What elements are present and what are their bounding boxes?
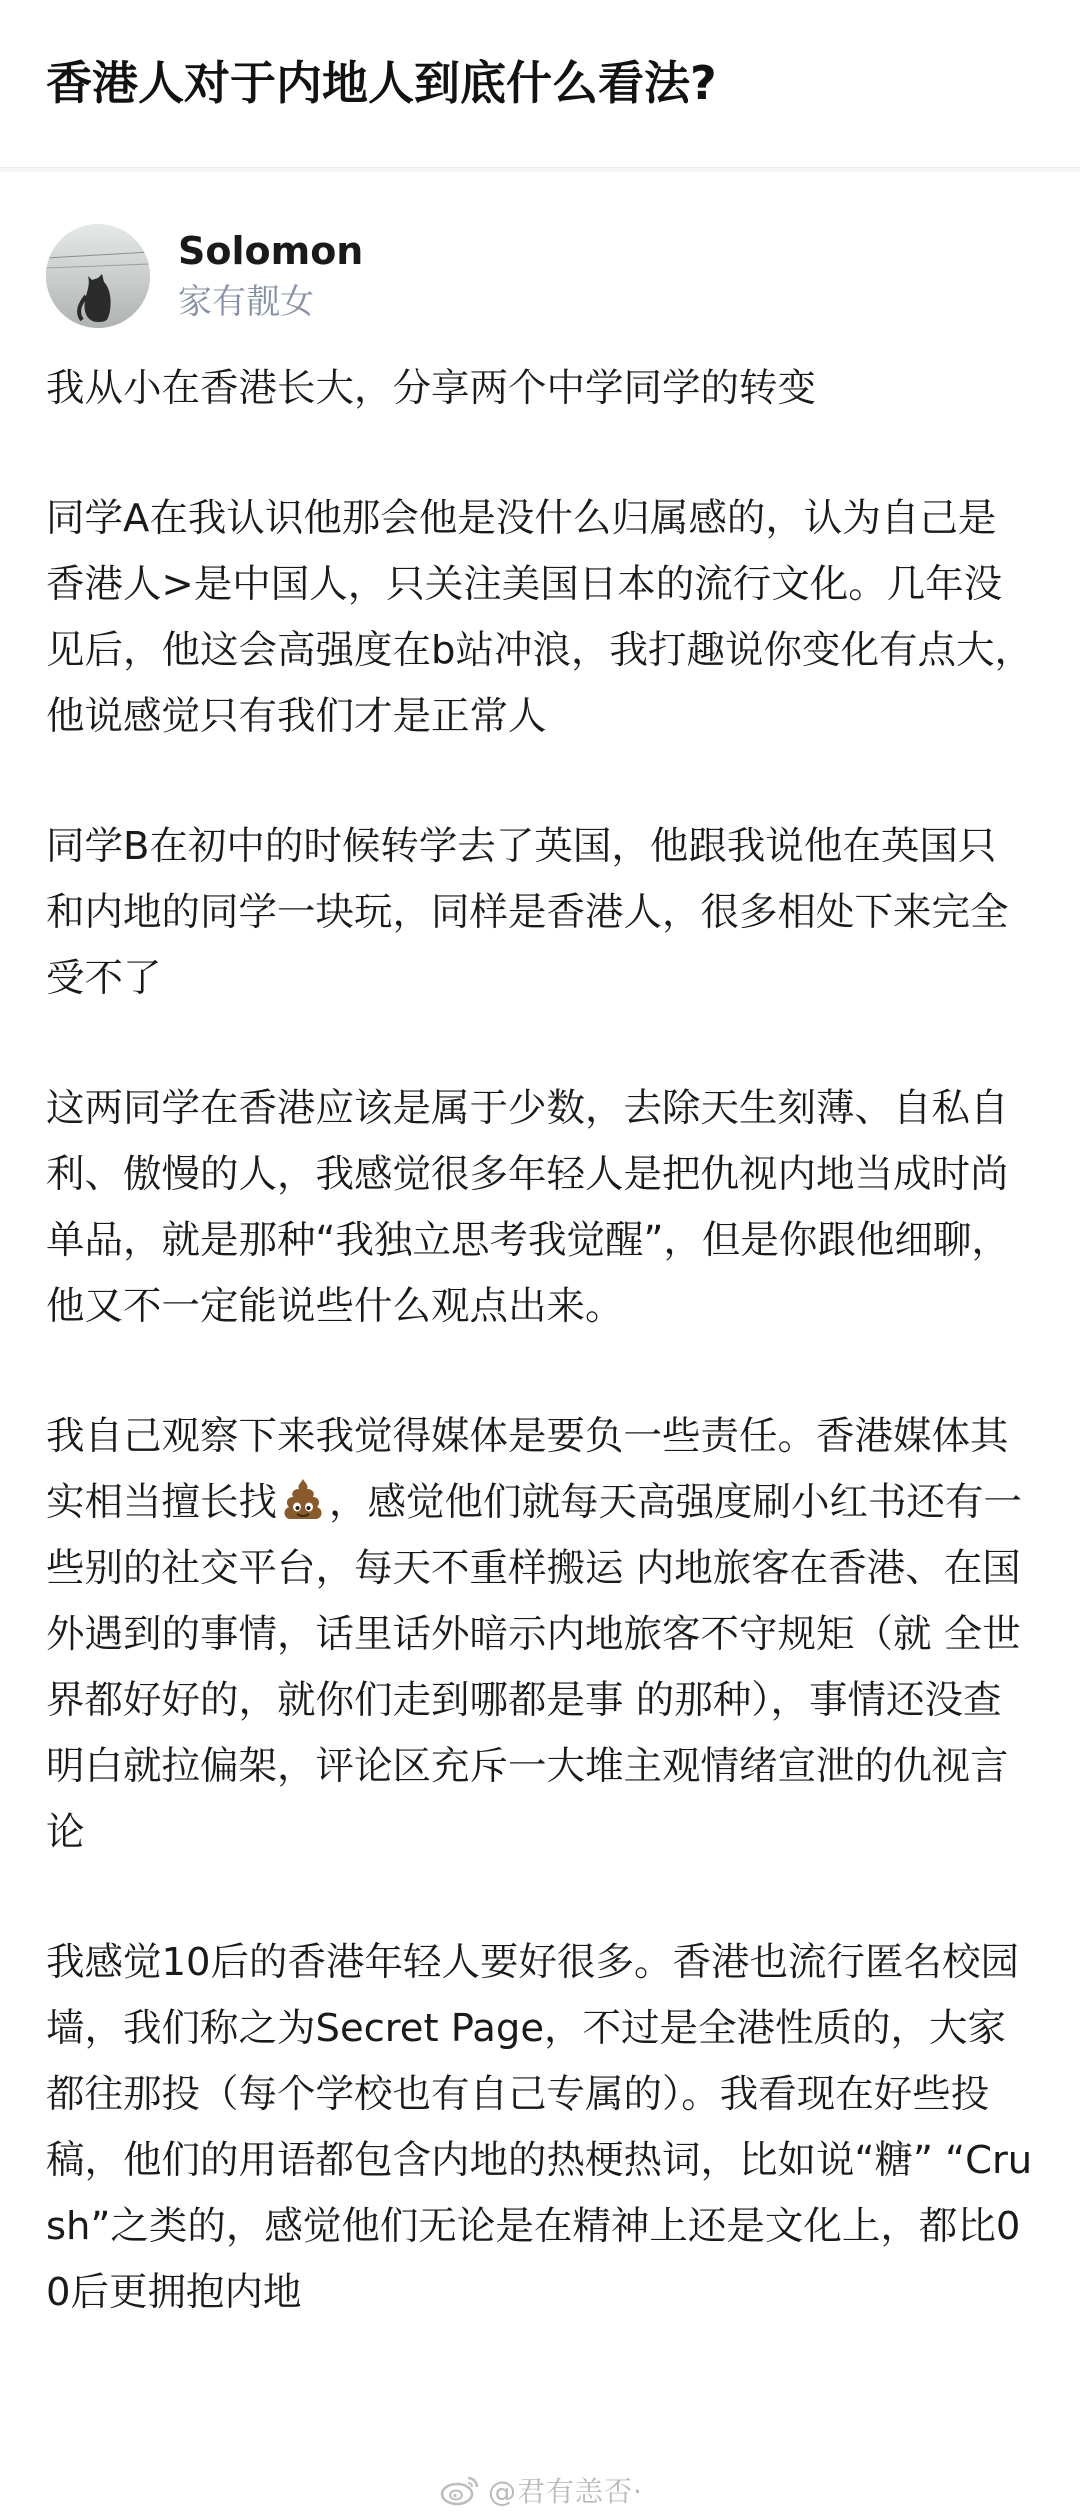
- answer-paragraph-1: 我从小在香港长大，分享两个中学同学的转变: [46, 366, 817, 411]
- author-bio: 家有靓女: [178, 281, 314, 322]
- answer-paragraph-6: 我感觉10后的香港年轻人要好很多。香港也流行匿名校园墙，我们称之为Secret Page，不过是全港性质的，大家都往那投（每个学校也有自己专属的）。我看现在好些投稿，他们的用语都包含内地的热梗热词，比如说“糖” “Crush”之类的，感觉他们无论是在精神上还是文化上，都比00后更拥抱内地: [46, 1940, 1033, 2315]
- question-title[interactable]: 香港人对于内地人到底什么看法?: [46, 56, 717, 110]
- answer-paragraph-4: 这两同学在香港应该是属于少数，去除天生刻薄、自私自利、傲慢的人，我感觉很多年轻人是把仇视内地当成时尚单品，就是那种“我独立思考我觉醒”，但是你跟他细聊，他又不一定能说些什么观点出来。: [46, 1086, 1010, 1329]
- watermark-text: @君有恙否·: [488, 2475, 643, 2508]
- author-meta: [178, 228, 363, 324]
- answer-paragraph-2: 同学A在我认识他那会他是没什么归属感的，认为自己是香港人>是中国人，只关注美国日本的流行文化。几年没见后，他这会高强度在b站冲浪，我打趣说你变化有点大，他说感觉只有我们才是正常人: [46, 496, 1033, 739]
- answer-paragraph-5: [46, 1404, 1034, 1866]
- answer-content: [0, 328, 1080, 2326]
- author-info[interactable]: [0, 172, 1080, 328]
- poop-emoji-icon: [279, 1475, 327, 1523]
- author-name[interactable]: Solomon: [178, 229, 364, 274]
- question-header: [0, 0, 1080, 168]
- paragraph-text-before-emoji: 我自己观察下来我觉得媒体是要负一些责任。香港媒体其实相当擅长找: [46, 1414, 1009, 1525]
- answer-paragraph-3: 同学B在初中的时候转学去了英国，他跟我说他在英国只和内地的同学一块玩，同样是香港人，很多相处下来完全受不了: [46, 824, 1009, 1001]
- avatar[interactable]: [46, 224, 150, 328]
- paragraph-text-after-emoji: ，感觉他们就每天高强度刷小红书还有一些别的社交平台，每天不重样搬运 内地旅客在香港、在国外遇到的事情，话里话外暗示内地旅客不守规矩（就 全世界都好好的，就你们走到哪都是事 的那种），事情还没查明白就拉偏架，评论区充斥一大堆主观情绪宣泄的仇视言论: [46, 1480, 1023, 1855]
- weibo-icon: [440, 2474, 480, 2506]
- watermark: [440, 2470, 643, 2510]
- cat-silhouette-avatar-icon: [46, 224, 150, 328]
